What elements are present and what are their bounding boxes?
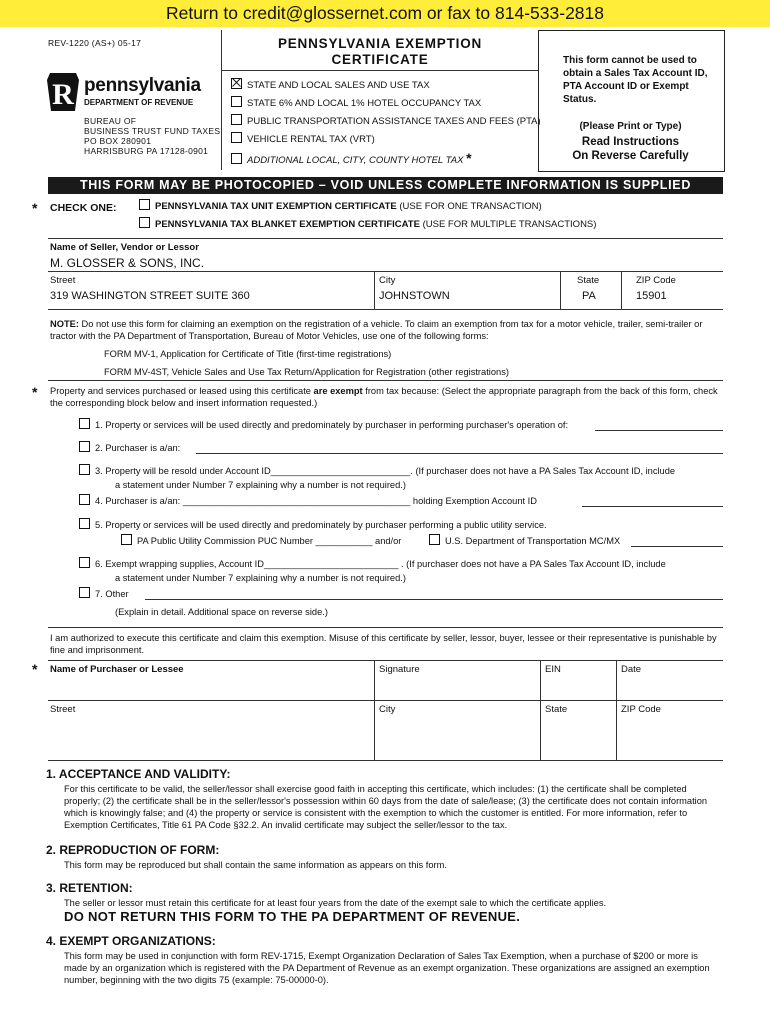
purchaser-name-label: Name of Purchaser or Lessee [50, 664, 184, 675]
photocopy-bar: THIS FORM MAY BE PHOTOCOPIED – VOID UNLESS COMPLETE INFORMATION IS SUPPLIED [48, 177, 723, 194]
form-mv4st: FORM MV-4ST, Vehicle Sales and Use Tax Return/Application for Registration (other registrations) [104, 367, 509, 377]
form-code: REV-1220 (AS+) 05-17 [48, 38, 142, 48]
required-asterisk: * [32, 384, 38, 400]
reason-6-statement: a statement under Number 7 explaining why a number is not required.) [115, 573, 406, 583]
section-retention-title: 3. RETENTION: [46, 881, 133, 895]
required-asterisk: * [32, 200, 38, 216]
puc-number[interactable]: PA Public Utility Commission PUC Number ___________ and/or [121, 534, 401, 547]
seller-city[interactable]: JOHNSTOWN [379, 290, 450, 302]
form-title: PENNSYLVANIA EXEMPTION CERTIFICATE [277, 36, 483, 67]
vehicle-note: NOTE: Do not use this form for claiming an exemption on the registration of a vehicle. To claim an exemption from tax for a motor vehicle, trailer, semi-trailer or tractor with the PA Department of Transportation, Bureau of Motor Vehicles, use one of the following forms: [50, 319, 703, 341]
checkbox[interactable] [79, 441, 90, 452]
date-label: Date [621, 664, 642, 675]
authorization-statement: I am authorized to execute this certificate and claim this exemption. Misuse of this certificate by seller, lessor, buyer, lessee or their representative is punishable by fine and imprisonment. [50, 633, 717, 655]
keystone-logo-icon [46, 72, 80, 112]
notice-text: This form cannot be used to obtain a Sales Tax Account ID, PTA Account ID or Exempt Status. [563, 55, 708, 105]
reason-7[interactable]: 7. Other [79, 587, 129, 600]
logo-letter: R [52, 78, 74, 111]
seller-state[interactable]: PA [582, 290, 596, 302]
checkbox[interactable] [79, 518, 90, 529]
checkbox[interactable] [429, 534, 440, 545]
purchaser-state-label: State [545, 704, 568, 715]
tax-option-hotel[interactable]: STATE 6% AND LOCAL 1% HOTEL OCCUPANCY TAX [231, 95, 541, 113]
seller-street[interactable]: 319 WASHINGTON STREET SUITE 360 [50, 290, 250, 302]
form-mv1: FORM MV-1, Application for Certificate of Title (first-time registrations) [104, 349, 392, 359]
checkbox-checked[interactable] [231, 78, 242, 89]
section-reproduction-title: 2. REPRODUCTION OF FORM: [46, 843, 220, 857]
tax-option-pta[interactable]: PUBLIC TRANSPORTATION ASSISTANCE TAXES AND FEES (PTA) [231, 113, 541, 131]
seller-street-label: Street [50, 275, 76, 286]
seller-name[interactable]: M. GLOSSER & SONS, INC. [50, 256, 205, 270]
reason-1[interactable]: 1. Property or services will be used directly and predominately by purchaser in performing purchaser's operation of: [79, 418, 568, 431]
property-intro: Property and services purchased or leased using this certificate are exempt from tax because: (Select the appropriate paragraph from the back of this form, check the corresponding block below and insert information requested.) [50, 386, 718, 408]
purchaser-zip-label: ZIP Code [621, 704, 661, 715]
purchaser-city-label: City [379, 704, 396, 715]
tax-option-vrt[interactable]: VEHICLE RENTAL TAX (VRT) [231, 131, 541, 149]
checkbox[interactable] [121, 534, 132, 545]
checkbox[interactable] [231, 96, 242, 107]
reason-5[interactable]: 5. Property or services will be used directly and predominately by purchaser performing a public utility service. [79, 518, 547, 531]
required-asterisk: * [32, 661, 38, 677]
seller-name-label: Name of Seller, Vendor or Lessor [50, 242, 199, 253]
section-exempt-org-text: This form may be used in conjunction with form REV-1715, Exempt Organization Declaration of Sales Tax Exemption, when a purchase of $200 or more is made by an organization which is registered with the PA Department of Revenue as an exempt organization. These organizations are assigned an exemption number, beginning with the two digits 75 (example: 75-00000-0). [64, 951, 710, 985]
agency-address: BUREAU OF BUSINESS TRUST FUND TAXES PO BOX 280901 HARRISBURG PA 17128-0901 [84, 116, 221, 156]
seller-state-label: State [577, 275, 600, 286]
section-acceptance-title: 1. ACCEPTANCE AND VALIDITY: [46, 767, 231, 781]
tax-option-sales-use[interactable]: STATE AND LOCAL SALES AND USE TAX [231, 77, 541, 95]
do-not-return: DO NOT RETURN THIS FORM TO THE PA DEPARTMENT OF REVENUE. [64, 909, 521, 924]
section-acceptance-text: For this certificate to be valid, the seller/lessor shall exercise good faith in accepting this certificate, which includes: (1) the certificate shall be completed properly; (2) the certificate shall be in the seller/lessor's possession within 60 days from the date of sale/lease; (3) the certificate does not contain information which is knowingly false; and (4) the property or service is consistent with the exemption to which the customer is entitled. For more information, refer to Exemption Certificates, Title 61 PA Code §32.2. An invalid certificate may subject the seller/lessor to the tax. [64, 784, 708, 830]
signature-label: Signature [379, 664, 420, 675]
check-one-label: CHECK ONE: [50, 202, 117, 214]
section-retention-text: The seller or lessor must retain this certificate for at least four years from the date of the exempt sale to which the certificate applies. [64, 898, 607, 908]
checkbox[interactable] [79, 464, 90, 475]
print-notice: (Please Print or Type) [579, 121, 682, 132]
section-reproduction-text: This form may be reproduced but shall contain the same information as appears on this form. [64, 860, 447, 870]
section-exempt-org-title: 4. EXEMPT ORGANIZATIONS: [46, 934, 216, 948]
reason-7-explain: (Explain in detail. Additional space on reverse side.) [115, 607, 328, 617]
tax-options [231, 77, 541, 170]
seller-zip[interactable]: 15901 [636, 290, 667, 302]
return-banner: Return to credit@glossernet.com or fax to 814-533-2818 [0, 0, 770, 27]
checkbox[interactable] [139, 199, 150, 210]
checkbox[interactable] [79, 494, 90, 505]
seller-city-label: City [379, 275, 396, 286]
ein-label: EIN [545, 664, 561, 675]
reason-2[interactable]: 2. Purchaser is a/an: [79, 441, 180, 454]
unit-certificate-option[interactable]: PENNSYLVANIA TAX UNIT EXEMPTION CERTIFICATE (USE FOR ONE TRANSACTION) [139, 198, 542, 216]
checkbox[interactable] [139, 217, 150, 228]
reason-6[interactable]: 6. Exempt wrapping supplies, Account ID__________________________ . (If purchaser does not have a PA Sales Tax Account ID, include [79, 557, 666, 570]
blanket-certificate-option[interactable]: PENNSYLVANIA TAX BLANKET EXEMPTION CERTIFICATE (USE FOR MULTIPLE TRANSACTIONS) [139, 216, 596, 234]
checkbox[interactable] [231, 132, 242, 143]
checkbox[interactable] [79, 418, 90, 429]
seller-zip-label: ZIP Code [636, 275, 676, 286]
checkbox[interactable] [79, 587, 90, 598]
agency-name: pennsylvania [84, 75, 201, 96]
tax-option-local-hotel[interactable]: ADDITIONAL LOCAL, CITY, COUNTY HOTEL TAX * [231, 149, 541, 170]
checkbox[interactable] [231, 114, 242, 125]
checkbox[interactable] [231, 153, 242, 164]
read-instructions: Read Instructions On Reverse Carefully [572, 136, 689, 162]
agency-dept: DEPARTMENT OF REVENUE [84, 98, 194, 107]
dot-mcmx[interactable]: U.S. Department of Transportation MC/MX [429, 534, 620, 547]
checkbox[interactable] [79, 557, 90, 568]
reason-3[interactable]: 3. Property will be resold under Account ID___________________________. (If purchaser does not have a PA Sales Tax Account ID, include [79, 464, 675, 477]
reason-3-statement: a statement under Number 7 explaining why a number is not required.) [115, 480, 406, 490]
reason-4[interactable]: 4. Purchaser is a/an: ____________________________________________ holding Exemption Account ID [79, 494, 537, 507]
purchaser-street-label: Street [50, 704, 76, 715]
